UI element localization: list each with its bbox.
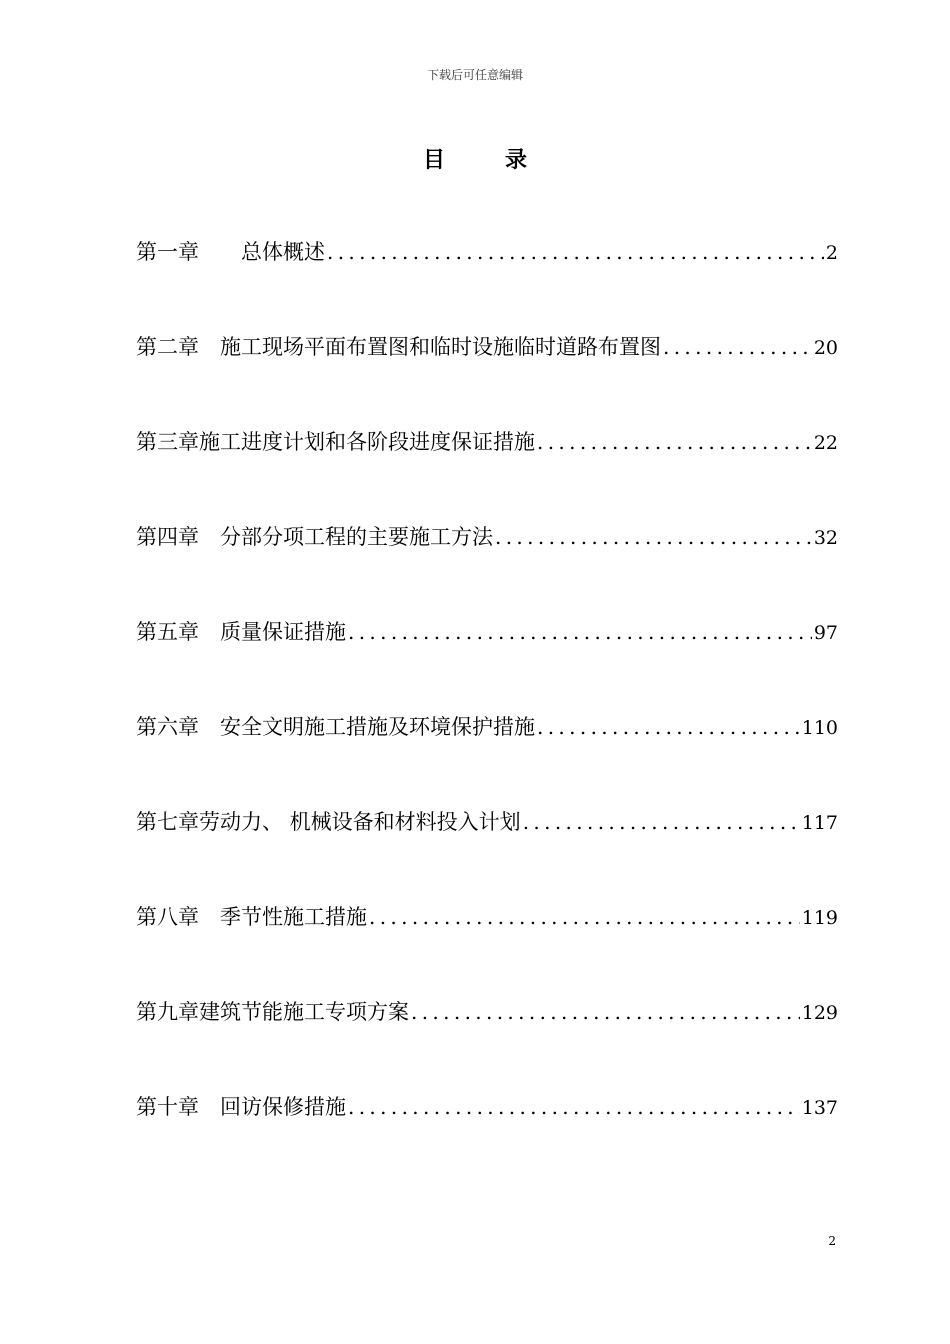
toc-entry[interactable] [136,800,838,895]
chapter-title: 安全文明施工措施及环境保护措施 [220,715,535,739]
header-note: 下载后可任意编辑 [426,68,523,82]
chapter-number: 第五章 [136,620,199,644]
chapter-title: 施工现场平面布置图和临时设施临时道路布置图 [220,335,661,359]
chapter-title: 质量保证措施 [220,620,346,644]
dot-leader [495,515,812,559]
chapter-title: 季节性施工措施 [220,905,367,929]
chapter-title: 分部分项工程的主要施工方法 [220,525,493,549]
chapter-number: 第八章 [136,905,199,929]
dot-leader [348,610,812,654]
dot-leader [327,230,824,274]
chapter-gap [199,895,220,939]
page-number: 20 [813,337,838,359]
chapter-title: 劳动力、 机械设备和材料投入计划 [199,810,521,834]
chapter-number: 第三章 [136,430,199,454]
page-title: 目录 [422,148,587,173]
dot-leader [537,705,800,749]
page-number: 117 [801,812,838,834]
toc-entry[interactable] [136,610,838,705]
toc-entry[interactable] [136,230,838,325]
chapter-number: 第二章 [136,335,199,359]
dot-leader [348,1085,800,1129]
chapter-gap [199,515,220,559]
chapter-number: 第九章 [136,1000,199,1024]
table-of-contents [136,230,838,1180]
dot-leader [523,800,800,844]
chapter-number: 第一章 [136,240,199,264]
page-number: 119 [801,907,838,929]
page-number: 22 [813,432,838,454]
dot-leader [369,895,800,939]
toc-entry[interactable] [136,895,838,990]
chapter-title: 回访保修措施 [220,1095,346,1119]
toc-entry[interactable] [136,515,838,610]
footer-page-number: 2 [828,1234,836,1248]
chapter-number: 第七章 [136,810,199,834]
toc-entry[interactable] [136,1085,838,1180]
chapter-title: 建筑节能施工专项方案 [199,1000,409,1024]
page-number: 110 [801,717,838,739]
chapter-gap [199,325,220,369]
toc-entry[interactable] [136,420,838,515]
chapter-gap [199,610,220,654]
page-number: 137 [801,1097,838,1119]
dot-leader [411,990,800,1034]
chapter-title: 施工进度计划和各阶段进度保证措施 [199,430,535,454]
toc-entry[interactable] [136,325,838,420]
chapter-title: 总体概述 [241,240,325,264]
toc-entry[interactable] [136,990,838,1085]
toc-entry[interactable] [136,705,838,800]
chapter-gap [199,1085,220,1129]
chapter-number: 第六章 [136,715,199,739]
chapter-number: 第四章 [136,525,199,549]
page-number: 2 [825,242,838,264]
dot-leader [537,420,812,464]
dot-leader [663,325,812,369]
chapter-gap [199,230,241,274]
page-number: 129 [801,1002,838,1024]
page-number: 32 [813,527,838,549]
page-number: 97 [813,622,838,644]
chapter-number: 第十章 [136,1095,199,1119]
chapter-gap [199,705,220,749]
